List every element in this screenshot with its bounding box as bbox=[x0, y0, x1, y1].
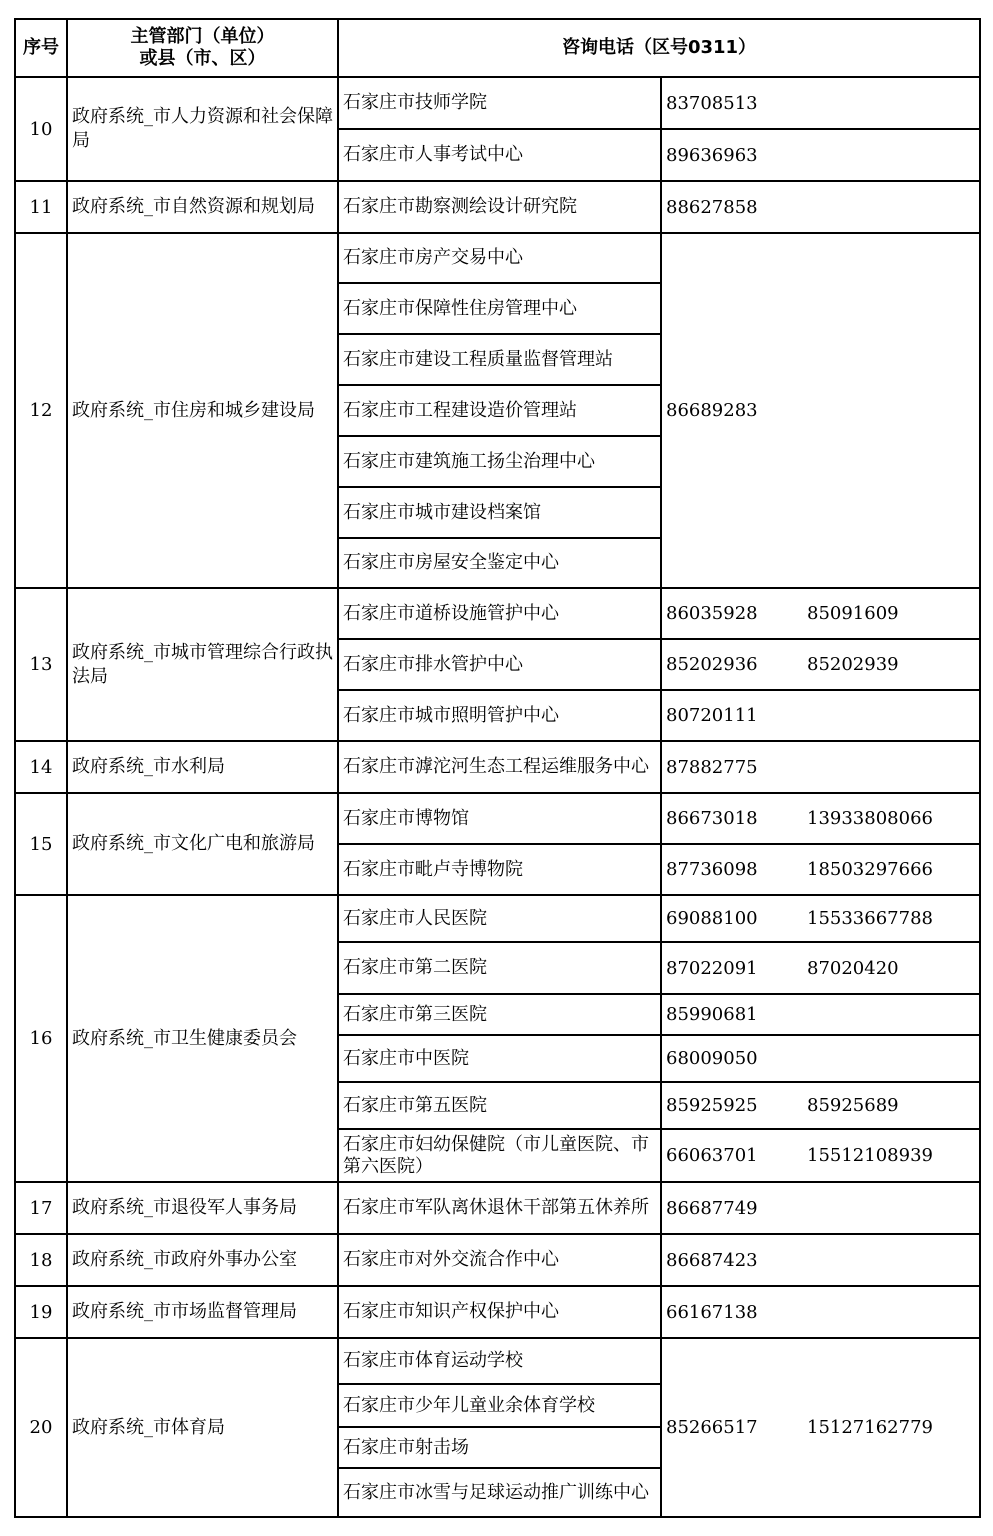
phone-primary: 87882775 bbox=[661, 741, 803, 793]
phone-primary: 89636963 bbox=[661, 129, 803, 181]
row-dept: 政府系统_市体育局 bbox=[67, 1338, 338, 1517]
row-seq: 20 bbox=[15, 1338, 67, 1517]
unit-name: 石家庄市勘察测绘设计研究院 bbox=[338, 181, 661, 233]
phone-secondary bbox=[803, 77, 980, 129]
row-seq: 11 bbox=[15, 181, 67, 233]
phone-primary: 83708513 bbox=[661, 77, 803, 129]
table-body bbox=[15, 77, 980, 1517]
row-dept: 政府系统_市卫生健康委员会 bbox=[67, 895, 338, 1182]
phone-primary: 88627858 bbox=[661, 181, 803, 233]
phone-secondary bbox=[803, 1035, 980, 1082]
phone-primary: 87736098 bbox=[661, 844, 803, 895]
unit-name: 石家庄市建筑施工扬尘治理中心 bbox=[338, 436, 661, 487]
row-dept: 政府系统_市自然资源和规划局 bbox=[67, 181, 338, 233]
row-seq: 13 bbox=[15, 588, 67, 741]
table-row bbox=[15, 741, 980, 793]
unit-name: 石家庄市人民医院 bbox=[338, 895, 661, 942]
unit-name: 石家庄市建设工程质量监督管理站 bbox=[338, 334, 661, 385]
contact-table bbox=[14, 18, 981, 1518]
row-dept: 政府系统_市政府外事办公室 bbox=[67, 1234, 338, 1286]
unit-name: 石家庄市技师学院 bbox=[338, 77, 661, 129]
unit-name: 石家庄市第二医院 bbox=[338, 942, 661, 994]
unit-name: 石家庄市少年儿童业余体育学校 bbox=[338, 1384, 661, 1427]
row-dept: 政府系统_市文化广电和旅游局 bbox=[67, 793, 338, 895]
row-dept: 政府系统_市市场监督管理局 bbox=[67, 1286, 338, 1338]
phone-secondary bbox=[803, 994, 980, 1035]
row-seq: 12 bbox=[15, 233, 67, 588]
unit-name: 石家庄市保障性住房管理中心 bbox=[338, 283, 661, 334]
row-seq: 10 bbox=[15, 77, 67, 181]
unit-name: 石家庄市道桥设施管护中心 bbox=[338, 588, 661, 639]
unit-name: 石家庄市对外交流合作中心 bbox=[338, 1234, 661, 1286]
phone-secondary bbox=[803, 741, 980, 793]
unit-name: 石家庄市工程建设造价管理站 bbox=[338, 385, 661, 436]
phone-secondary bbox=[803, 690, 980, 741]
phone-primary: 86035928 bbox=[661, 588, 803, 639]
phone-primary: 68009050 bbox=[661, 1035, 803, 1082]
unit-name: 石家庄市城市建设档案馆 bbox=[338, 487, 661, 538]
table-row bbox=[15, 77, 980, 129]
row-dept: 政府系统_市城市管理综合行政执法局 bbox=[67, 588, 338, 741]
header-seq: 序号 bbox=[15, 19, 67, 77]
row-seq: 14 bbox=[15, 741, 67, 793]
row-dept: 政府系统_市退役军人事务局 bbox=[67, 1182, 338, 1234]
phone-secondary: 18503297666 bbox=[803, 844, 980, 895]
unit-name: 石家庄市滹沱河生态工程运维服务中心 bbox=[338, 741, 661, 793]
row-seq: 19 bbox=[15, 1286, 67, 1338]
phone-secondary bbox=[803, 181, 980, 233]
row-dept: 政府系统_市住房和城乡建设局 bbox=[67, 233, 338, 588]
phone-primary: 86689283 bbox=[661, 233, 803, 588]
phone-primary: 86687423 bbox=[661, 1234, 803, 1286]
phone-primary: 85990681 bbox=[661, 994, 803, 1035]
phone-secondary: 87020420 bbox=[803, 942, 980, 994]
unit-name: 石家庄市冰雪与足球运动推广训练中心 bbox=[338, 1468, 661, 1517]
unit-name: 石家庄市房屋安全鉴定中心 bbox=[338, 538, 661, 588]
row-dept: 政府系统_市水利局 bbox=[67, 741, 338, 793]
phone-secondary bbox=[803, 233, 980, 588]
table-row bbox=[15, 233, 980, 283]
phone-primary: 87022091 bbox=[661, 942, 803, 994]
unit-name: 石家庄市人事考试中心 bbox=[338, 129, 661, 181]
phone-secondary: 85202939 bbox=[803, 639, 980, 690]
phone-primary: 66167138 bbox=[661, 1286, 803, 1338]
phone-primary: 66063701 bbox=[661, 1129, 803, 1182]
phone-secondary bbox=[803, 1286, 980, 1338]
unit-name: 石家庄市城市照明管护中心 bbox=[338, 690, 661, 741]
table-row bbox=[15, 588, 980, 639]
phone-secondary bbox=[803, 1182, 980, 1234]
phone-primary: 85925925 bbox=[661, 1082, 803, 1129]
unit-name: 石家庄市知识产权保护中心 bbox=[338, 1286, 661, 1338]
phone-primary: 80720111 bbox=[661, 690, 803, 741]
table-header-row bbox=[15, 19, 980, 77]
unit-name: 石家庄市房产交易中心 bbox=[338, 233, 661, 283]
table-row bbox=[15, 1286, 980, 1338]
phone-primary: 86673018 bbox=[661, 793, 803, 844]
phone-secondary: 85925689 bbox=[803, 1082, 980, 1129]
row-seq: 17 bbox=[15, 1182, 67, 1234]
phone-primary: 69088100 bbox=[661, 895, 803, 942]
unit-name: 石家庄市毗卢寺博物院 bbox=[338, 844, 661, 895]
phone-secondary: 15127162779 bbox=[803, 1338, 980, 1517]
row-dept: 政府系统_市人力资源和社会保障局 bbox=[67, 77, 338, 181]
unit-name: 石家庄市妇幼保健院（市儿童医院、市第六医院） bbox=[338, 1129, 661, 1182]
unit-name: 石家庄市排水管护中心 bbox=[338, 639, 661, 690]
row-seq: 18 bbox=[15, 1234, 67, 1286]
header-dept bbox=[67, 19, 338, 77]
row-seq: 16 bbox=[15, 895, 67, 1182]
header-phone: 咨询电话（区号0311） bbox=[338, 19, 980, 77]
table-row bbox=[15, 1338, 980, 1384]
header-dept-line1: 主管部门（单位） bbox=[130, 26, 275, 47]
phone-primary: 85202936 bbox=[661, 639, 803, 690]
phone-secondary bbox=[803, 1234, 980, 1286]
phone-primary: 85266517 bbox=[661, 1338, 803, 1517]
header-dept-line2: 或县（市、区） bbox=[139, 48, 266, 69]
unit-name: 石家庄市中医院 bbox=[338, 1035, 661, 1082]
phone-primary: 86687749 bbox=[661, 1182, 803, 1234]
phone-secondary: 13933808066 bbox=[803, 793, 980, 844]
table-row bbox=[15, 895, 980, 942]
phone-secondary: 85091609 bbox=[803, 588, 980, 639]
table-row bbox=[15, 181, 980, 233]
unit-name: 石家庄市博物馆 bbox=[338, 793, 661, 844]
table-row bbox=[15, 1234, 980, 1286]
phone-secondary: 15512108939 bbox=[803, 1129, 980, 1182]
phone-secondary: 15533667788 bbox=[803, 895, 980, 942]
unit-name: 石家庄市体育运动学校 bbox=[338, 1338, 661, 1384]
row-seq: 15 bbox=[15, 793, 67, 895]
table-row bbox=[15, 793, 980, 844]
unit-name: 石家庄市第三医院 bbox=[338, 994, 661, 1035]
phone-secondary bbox=[803, 129, 980, 181]
unit-name: 石家庄市军队离休退休干部第五休养所 bbox=[338, 1182, 661, 1234]
unit-name: 石家庄市射击场 bbox=[338, 1427, 661, 1468]
table-row bbox=[15, 1182, 980, 1234]
unit-name: 石家庄市第五医院 bbox=[338, 1082, 661, 1129]
